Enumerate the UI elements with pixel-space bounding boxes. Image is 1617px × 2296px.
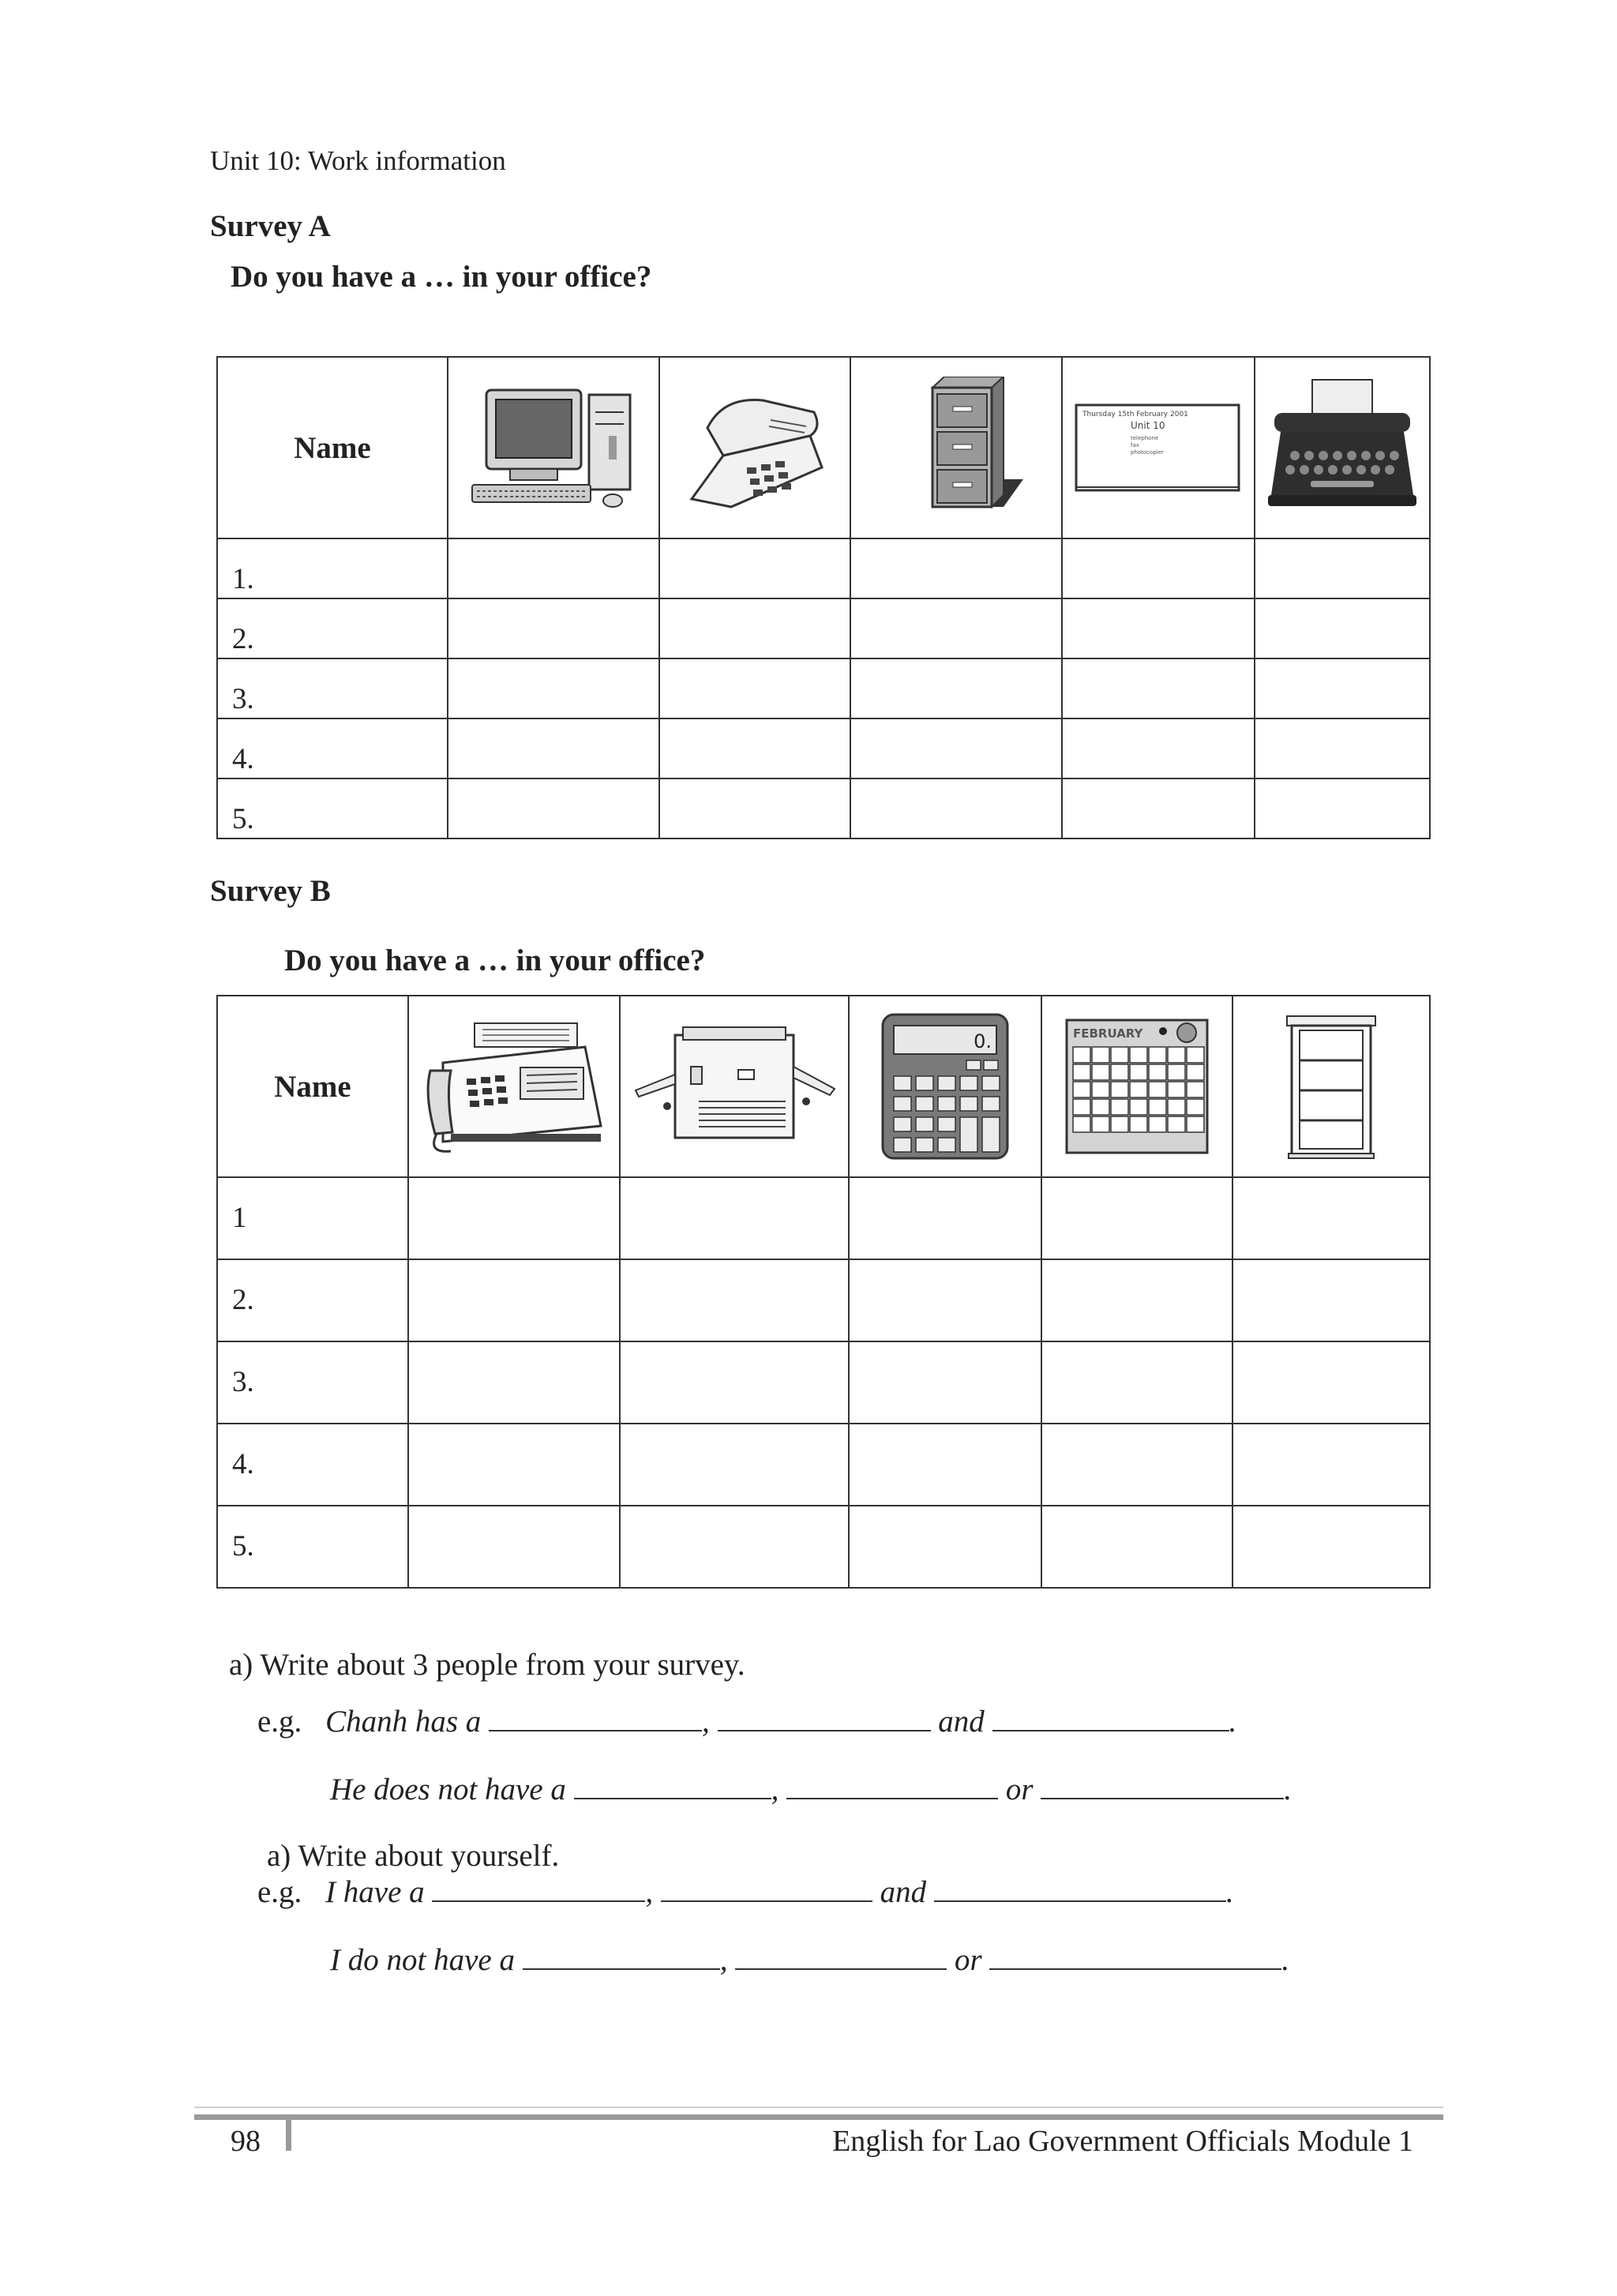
line1-start: Chanh has a <box>325 1705 482 1739</box>
survey-b-question: Do you have a … in your office? <box>284 944 706 977</box>
footer-thin-rule <box>194 2107 1443 2108</box>
telephone-icon-cell <box>659 357 850 538</box>
exercise-a1-prompt: a) Write about 3 people from your survey. <box>229 1648 745 1682</box>
line2-blank-3[interactable] <box>1041 1774 1284 1799</box>
survey-a-row-label: 5. <box>217 778 448 838</box>
footer-divider <box>286 2119 291 2151</box>
whiteboard-unit: Unit 10 <box>1131 420 1165 431</box>
whiteboard-word-2: fax <box>1131 442 1139 448</box>
line1-conj: and <box>938 1705 985 1739</box>
typewriter-icon-cell <box>1255 357 1430 538</box>
line1-blank-3[interactable] <box>992 1706 1229 1731</box>
line2-blank-1[interactable] <box>574 1774 771 1799</box>
photocopier-icon-cell <box>620 996 849 1177</box>
line3-start: I have a <box>325 1875 425 1909</box>
calendar-icon <box>1062 1015 1212 1157</box>
filing-cabinet-icon-cell <box>850 357 1062 538</box>
survey-a-row-label: 2. <box>217 598 448 658</box>
calculator-icon-cell <box>849 996 1041 1177</box>
survey-b-row-label: 5. <box>217 1506 408 1588</box>
line4-start: I do not have a <box>330 1943 515 1977</box>
line1-blank-2[interactable] <box>718 1706 931 1731</box>
whiteboard-icon-cell <box>1062 357 1255 538</box>
example-line-2: He does not have a , or . <box>330 1773 1292 1806</box>
whiteboard-icon <box>1071 400 1245 495</box>
survey-b-name-header: Name <box>217 996 408 1177</box>
computer-icon <box>463 381 644 515</box>
bookshelf-icon <box>1276 1011 1386 1161</box>
survey-b-table <box>216 995 1431 1589</box>
survey-a-row-label: 1. <box>217 538 448 598</box>
calculator-display: 0. <box>974 1030 992 1052</box>
line4-blank-1[interactable] <box>523 1945 720 1970</box>
whiteboard-word-3: photocopier <box>1131 449 1164 456</box>
line2-conj: or <box>1005 1773 1034 1806</box>
survey-a-row-label: 4. <box>217 718 448 778</box>
line2-start: He does not have a <box>330 1773 566 1806</box>
eg-label: e.g. <box>257 1705 302 1739</box>
fax-machine-icon-cell <box>408 996 620 1177</box>
page-number: 98 <box>231 2125 261 2158</box>
survey-b-row-label: 1 <box>217 1177 408 1259</box>
survey-b-title: Survey B <box>210 874 331 908</box>
survey-a-table <box>216 356 1431 839</box>
survey-a-title: Survey A <box>210 209 331 243</box>
survey-a-question: Do you have a … in your office? <box>231 260 652 294</box>
survey-a-name-header: Name <box>217 357 448 538</box>
line4-blank-2[interactable] <box>735 1945 947 1970</box>
line3-conj: and <box>880 1875 927 1909</box>
bookshelf-icon-cell <box>1232 996 1430 1177</box>
calendar-month: FEBRUARY <box>1073 1026 1143 1041</box>
example-line-1: e.g. Chanh has a , and . <box>257 1705 1237 1739</box>
telephone-icon <box>676 381 834 515</box>
example-line-3: e.g. I have a , and . <box>257 1875 1234 1909</box>
filing-cabinet-icon <box>885 377 1027 519</box>
line3-blank-3[interactable] <box>934 1877 1226 1902</box>
exercise-a2-prompt: a) Write about yourself. <box>267 1839 560 1873</box>
survey-a-row-label: 3. <box>217 658 448 718</box>
calculator-icon <box>878 1011 1012 1161</box>
line2-blank-2[interactable] <box>786 1774 998 1799</box>
line3-blank-1[interactable] <box>432 1877 645 1902</box>
calendar-icon-cell <box>1041 996 1232 1177</box>
eg-label: e.g. <box>257 1875 302 1909</box>
line1-blank-1[interactable] <box>489 1706 702 1731</box>
footer-rule <box>194 2114 1443 2120</box>
survey-b-row-label: 3. <box>217 1341 408 1424</box>
line4-blank-3[interactable] <box>989 1945 1281 1970</box>
photocopier-icon <box>628 1019 841 1154</box>
survey-b-row-label: 2. <box>217 1259 408 1341</box>
whiteboard-date: Thursday 15th February 2001 <box>1082 411 1188 418</box>
whiteboard-word-1: telephone <box>1131 435 1159 441</box>
book-title: English for Lao Government Officials Module 1 <box>832 2125 1413 2158</box>
computer-icon-cell <box>448 357 659 538</box>
unit-title: Unit 10: Work information <box>210 145 506 176</box>
example-line-4: I do not have a , or . <box>330 1943 1290 1977</box>
fax-machine-icon <box>419 1015 609 1157</box>
survey-b-row-label: 4. <box>217 1424 408 1506</box>
typewriter-icon <box>1263 377 1421 519</box>
line3-blank-2[interactable] <box>661 1877 872 1902</box>
line4-conj: or <box>954 1943 982 1977</box>
